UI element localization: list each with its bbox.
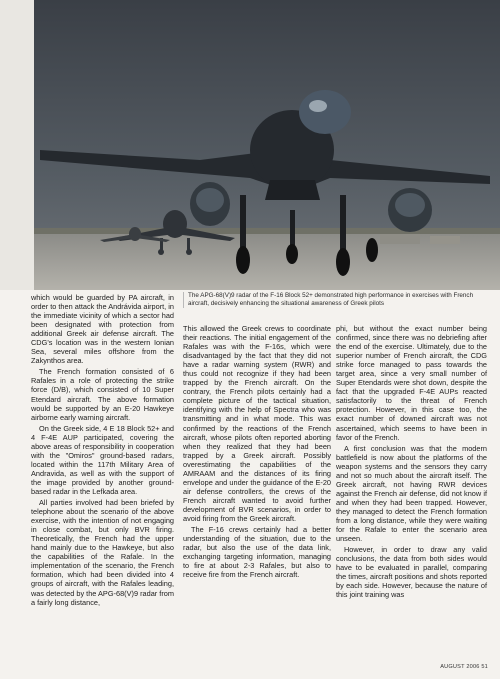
paragraph: The French formation consisted of 6 Rafales in a role of protecting the strike force (D/B), which consisted of 10 Super Etendard aircraft. The above formation would be supported by an E-20 Hawkeye airborne early warning aircraft. [31,367,174,422]
paragraph: phi, but without the exact number being confirmed, since there was no debriefing after the end of the exercise. Ultimately, due to the superior number of French aircraft, the CDG strike force managed to pass towards the target area, since a very small number of Super Etendards were shot down, despite the fact that the upgraded F-4E AUPs reacted satisfactorily to the threat of French protection. However, in this case too, the exact number of downed aircraft was not ascertained, which seems to have been in favor of the French. [336,324,487,442]
paragraph: The F-16 crews certainly had a better understanding of the situation, due to the radar, but also the use of the data link, exchanging targeting information, managing to fire at about 2-3 Rafales, but also to receive fire from the French aircraft. [183,525,331,580]
paragraph: A first conclusion was that the modern battlefield is now about the platforms of the weapon systems and the sensors they carry and not so much about the aircraft itself. The Greek aircraft, not having RWR devices against the French air defense, did not know if and when they had been trapped. However, they managed to detect the French formation from a long distance, while they were waiting for the Rafale to enter the scenario area unseen. [336,443,487,544]
article-column-1 [31,293,174,609]
photo-illustration [0,0,500,290]
page-footer: AUGUST 2006 51 [440,664,488,670]
paragraph: However, in order to draw any valid conclusions, the data from both sides would have to be evaluated in parallel, comparing the times, aircraft positions and shots reported by each side. However, because the nature of this joint training was [336,545,487,600]
cover-photo-f16-formation [0,0,500,290]
article-column-3 [336,324,487,601]
paragraph: On the Greek side, 4 E 18 Block 52+ and 4 F-4E AUP participated, covering the above areas of responsibility in cooperation with the "Omiros" ground-based radars, located within the 117th Military Area of Andravida, as well as with the support of the image provided by another ground-based radar in the Lefkada area. [31,423,174,496]
paragraph: All parties involved had been briefed by telephone about the scenario of the above exercise, with the intention of not engaging in close combat, but only BVR firing. Theoretically, the French had the upper hand mainly due to the Hawkeye, but also the capabilities of the Rafale. In the implementation of the scenario, the French formation, which had been divided into 4 groups of aircraft, with the Rafales leading, was detected by the APG-68(V)9 radar from a fairly long distance, [31,498,174,607]
paragraph: This allowed the Greek crews to coordinate their reactions. The initial engagement of the Rafales was with the F-16s, which were disadvantaged by the fact that they did not have a radar warning system (RWR) and thus could not recognize if they had been trapped by the French aircraft. On the contrary, the French pilots certainly had a complete picture of the tactical situation, identifying with the help of Spectra who was transmitting and in what mode. This was confirmed by the reactions of the French aircraft, whose pilots often reported aborting when they realized that they had been trapped by a Greek aircraft. Possibly overestimating the capabilities of the AMRAAM and the distances of its firing envelope and under the guidance of the E-20 air defense controllers, the crews of the French aircraft wanted to avoid further development of BVR scenarios, in order to avoid firing from the Greek aircraft. [183,324,331,523]
photo-caption: The APG-68(V)9 radar of the F-16 Block 52+ demonstrated high performance in exercises with French aircraft, decisively enhancing the situational awareness of Greek pilots [183,292,495,308]
paragraph: which would be guarded by PA aircraft, in order to then attack the Andrávida airport, in the immediate vicinity of which a sector had been designated with protection from additional Greek air defense aircraft. The CDG's location was in the western Ionian Sea, several miles offshore from the Zakynthos area. [31,293,174,366]
article-column-2 [183,324,331,581]
